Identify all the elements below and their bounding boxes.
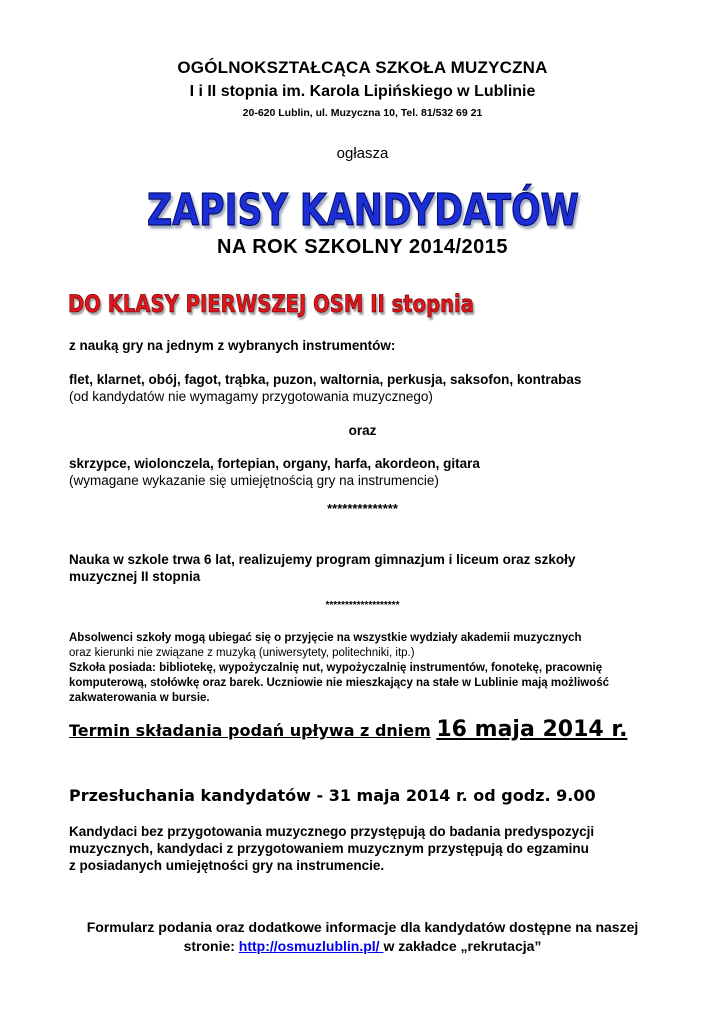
deadline: [69, 717, 627, 742]
headline-graphic: [133, 176, 694, 238]
footer-prefix: stronie:: [183, 938, 239, 954]
instruments-group1-list: flet, klarnet, obój, fagot, trąbka, puzon, waltornia, perkusja, saksofon, kontrabas: [69, 372, 582, 387]
candidates-info-line3: z posiadanych umiejętności gry na instrumencie.: [69, 858, 385, 873]
footer: [0, 918, 725, 956]
instruments-intro: z nauką gry na jednym z wybranych instrumentów:: [69, 338, 396, 353]
graduates-line1: Absolwenci szkoły mogą ubiegać się o przyjęcie na wszystkie wydziały akademii muzycznych: [69, 632, 582, 644]
class-title-text: DO KLASY PIERWSZEJ OSM II stopnia: [68, 290, 474, 318]
graduates-line2: oraz kierunki nie związane z muzyką (uniwersytety, politechniki, itp.): [69, 647, 415, 659]
candidates-info-line2: muzycznych, kandydaci z przygotowaniem muzycznym przystępują do egzaminu: [69, 841, 589, 856]
footer-line1: Formularz podania oraz dodatkowe informacje dla kandydatów dostępne na naszej: [86, 919, 639, 935]
headline: [0, 176, 725, 238]
website-link[interactable]: http://osmuzlublin.pl/: [238, 938, 384, 954]
and-word: oraz: [348, 423, 377, 438]
school-year: NA ROK SZKOLNY 2014/2015: [217, 236, 508, 258]
graduates-line3: Szkoła posiada: bibliotekę, wypożyczalnię nut, wypożyczalnię instrumentów, fonotekę, pracownię: [69, 662, 603, 674]
instruments-group2-note: (wymagane wykazanie się umiejętnością gry na instrumencie): [69, 473, 439, 488]
study-info-line2: muzycznej II stopnia: [69, 569, 201, 584]
footer-suffix: w zakładce „rekrutacja”: [383, 938, 542, 954]
separator-1: **************: [327, 501, 398, 516]
deadline-label: Termin składania podań upływa z dniem: [69, 721, 431, 740]
class-title: [66, 285, 486, 328]
instruments-group1-note: (od kandydatów nie wymagamy przygotowania muzycznego): [69, 389, 433, 404]
graduates-line4: komputerową, stołówkę oraz barek. Uczniowie nie mieszkający na stałe w Lublinie mają możliwość: [69, 677, 610, 689]
candidates-info-line1: Kandydaci bez przygotowania muzycznego przystępują do badania predyspozycji: [69, 824, 595, 839]
school-degree: I i II stopnia im. Karola Lipińskiego w Lublinie: [189, 83, 536, 100]
separator-2: *******************: [325, 600, 400, 611]
headline-text: ZAPISY KANDYDATÓW: [146, 185, 694, 236]
school-address: 20-620 Lublin, ul. Muzyczna 10, Tel. 81/532 69 21: [242, 107, 483, 119]
study-info-line1: Nauka w szkole trwa 6 lat, realizujemy program gimnazjum i liceum oraz szkoły: [69, 552, 576, 567]
school-name: OGÓLNOKSZTAŁCĄCA SZKOŁA MUZYCZNA: [177, 58, 548, 77]
auditions: Przesłuchania kandydatów - 31 maja 2014 r. od godz. 9.00: [69, 786, 596, 805]
class-title-graphic: [66, 285, 486, 323]
deadline-date: 16 maja 2014 r.: [436, 717, 628, 742]
instruments-group2-list: skrzypce, wiolonczela, fortepian, organy, harfa, akordeon, gitara: [69, 456, 480, 471]
footer-line2: [0, 937, 725, 956]
announces-word: ogłasza: [336, 145, 389, 162]
graduates-line5: zakwaterowania w bursie.: [69, 692, 210, 704]
